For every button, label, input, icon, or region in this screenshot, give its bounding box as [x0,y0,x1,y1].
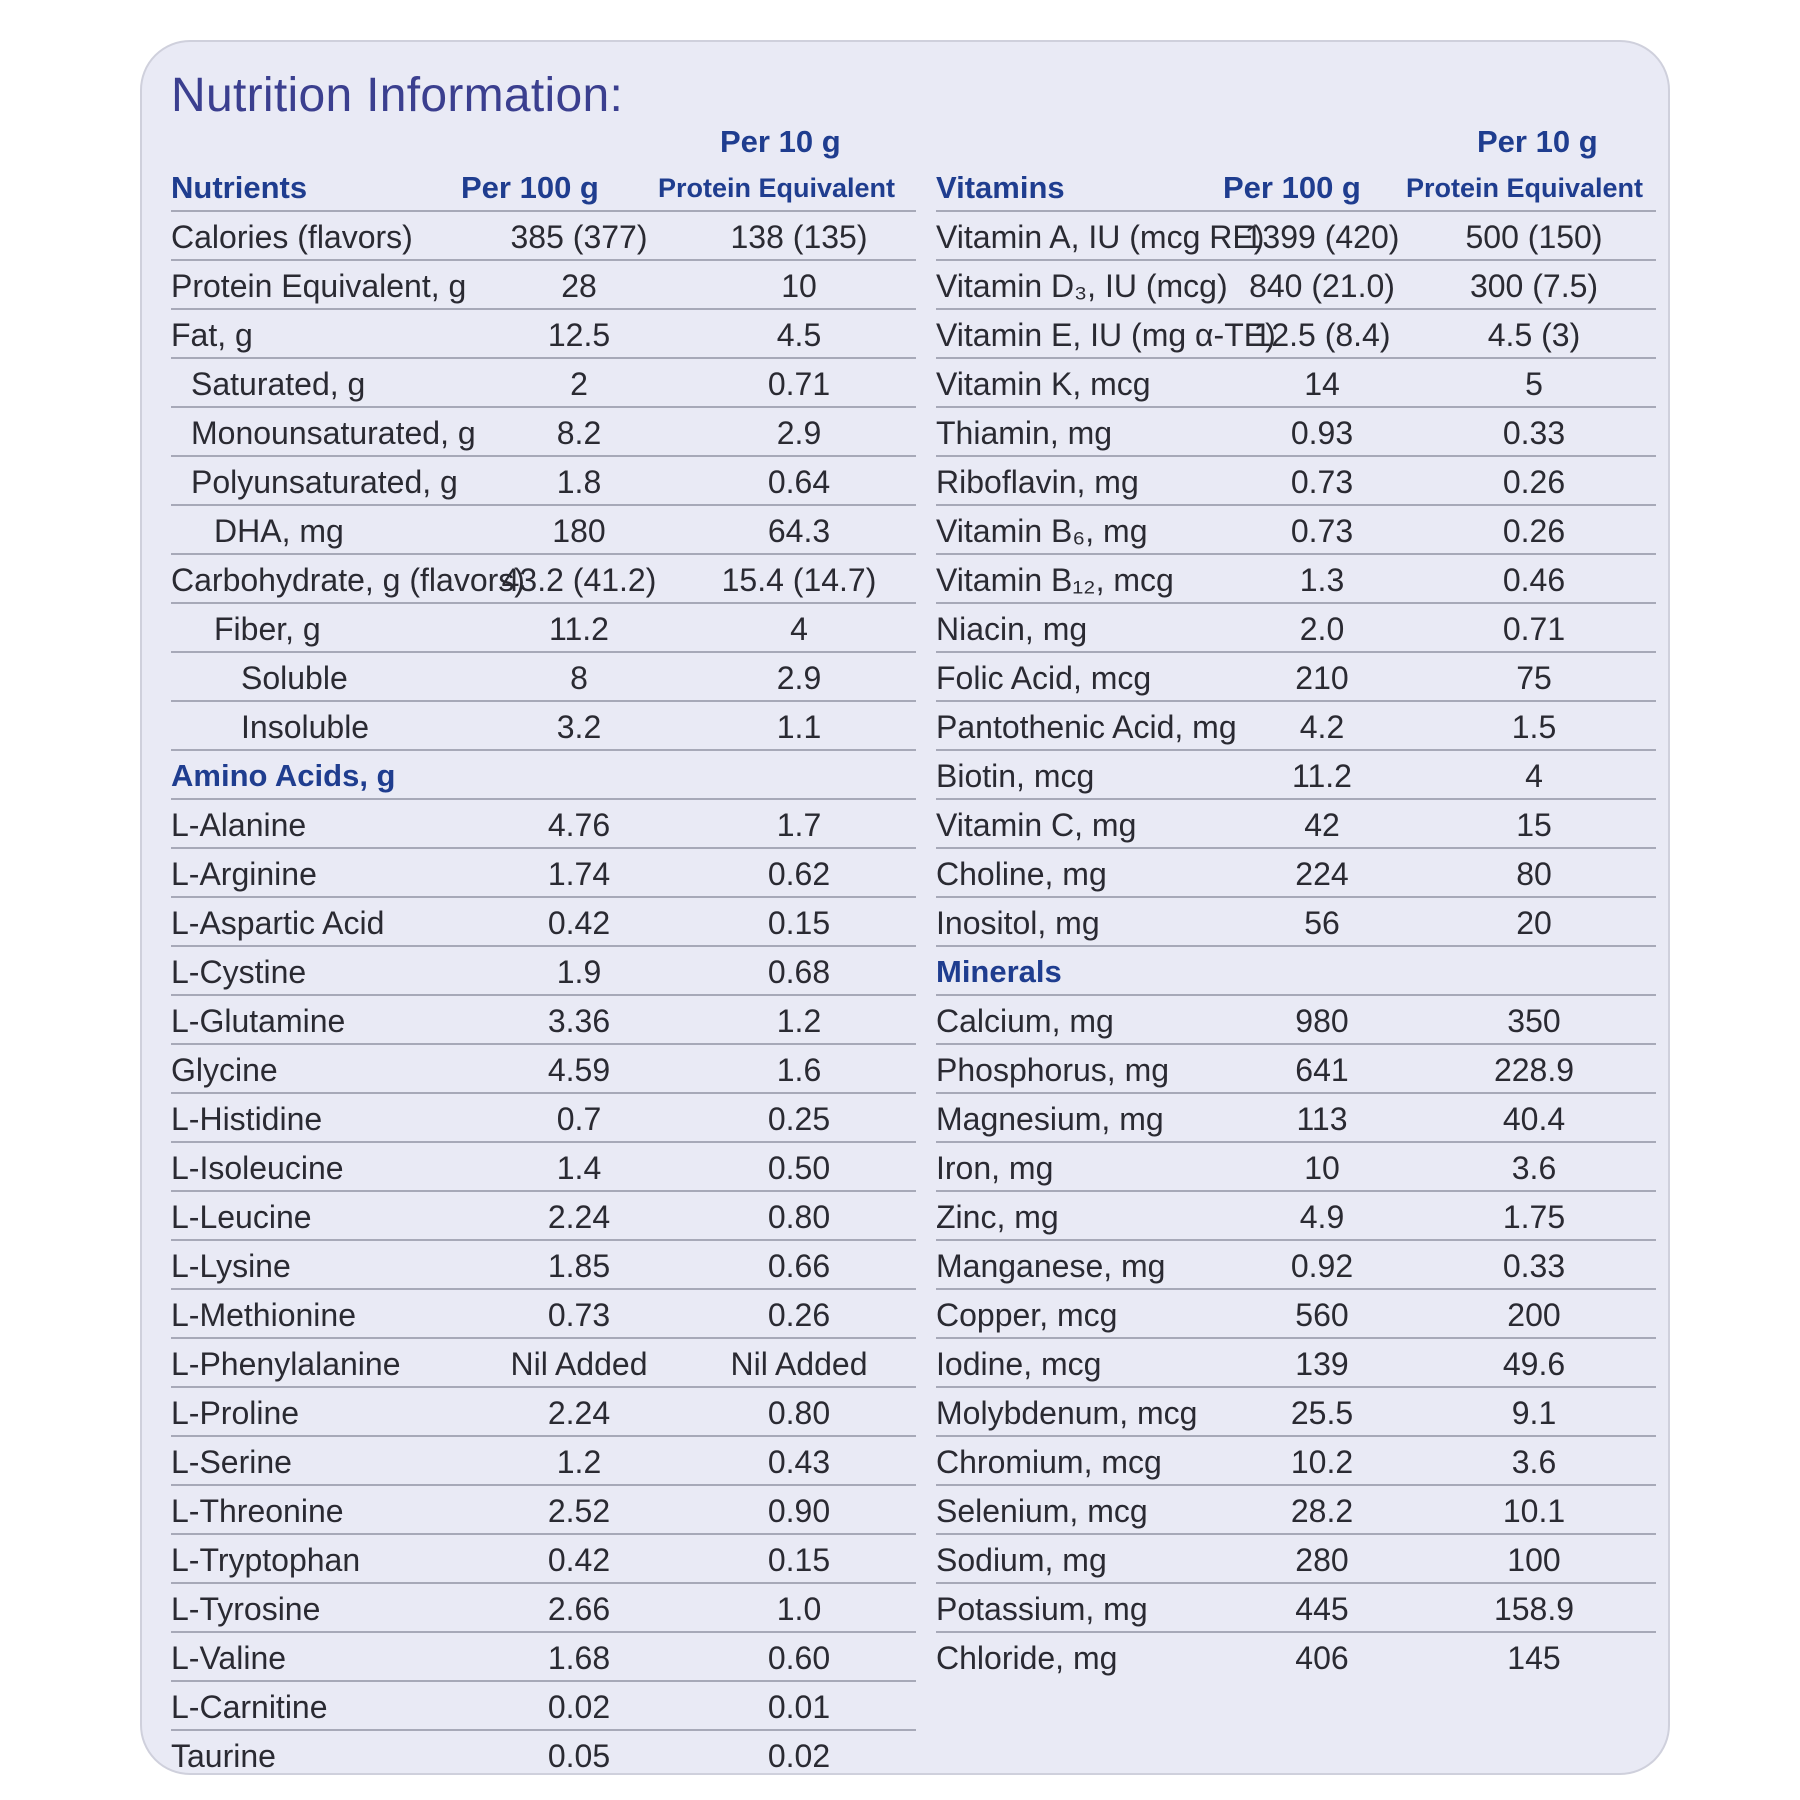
nutrient-name: Thiamin, mg [936,415,1113,451]
value-per-10g-protein-equivalent: 0.71 [1502,611,1566,647]
nutrient-name: L-Threonine [171,1493,344,1529]
value-per-100g: 280 [1295,1542,1349,1578]
value-per-100g: 0.42 [547,905,611,941]
value-per-10g-protein-equivalent: 0.26 [1502,513,1566,549]
value-per-10g-protein-equivalent: 15.4 (14.7) [721,562,877,598]
nutrient-name: Chloride, mg [936,1640,1118,1676]
table-row [936,1290,1656,1339]
nutrient-name: Chromium, mcg [936,1444,1162,1480]
nutrient-name: L-Cystine [171,954,307,990]
value-per-100g: 1.68 [547,1640,611,1676]
nutrient-name: L-Lysine [171,1248,291,1284]
header-per-10g: Per 10 g [720,124,841,159]
value-per-100g: 28.2 [1290,1493,1354,1529]
nutrient-name: L-Isoleucine [171,1150,344,1186]
value-per-10g-protein-equivalent: 80 [1516,856,1552,892]
value-per-10g-protein-equivalent: 1.75 [1502,1199,1566,1235]
value-per-100g: 28 [561,268,597,304]
nutrient-name: Copper, mcg [936,1297,1118,1333]
value-per-10g-protein-equivalent: 9.1 [1511,1395,1557,1431]
nutrient-name: L-Proline [171,1395,300,1431]
table-row [171,1143,916,1192]
value-per-10g-protein-equivalent: 158.9 [1493,1591,1575,1627]
table-row [936,1045,1656,1094]
section-heading-row [936,947,1656,996]
nutrient-name: Biotin, mcg [936,758,1095,794]
value-per-100g: 4.59 [547,1052,611,1088]
table-row [171,849,916,898]
value-per-10g-protein-equivalent: 0.43 [767,1444,831,1480]
nutrient-name: L-Arginine [171,856,317,892]
value-per-10g-protein-equivalent: 0.50 [767,1150,831,1186]
table-row [936,457,1656,506]
section-heading: Minerals [936,954,1062,989]
value-per-10g-protein-equivalent: 49.6 [1502,1346,1566,1382]
table-row [936,1192,1656,1241]
value-per-10g-protein-equivalent: 350 [1507,1003,1561,1039]
value-per-10g-protein-equivalent: Nil Added [730,1346,868,1382]
value-per-10g-protein-equivalent: 2.9 [776,415,822,451]
value-per-10g-protein-equivalent: 500 (150) [1465,219,1603,255]
value-per-10g-protein-equivalent: 0.01 [767,1689,831,1725]
value-per-10g-protein-equivalent: 0.71 [767,366,831,402]
nutrient-name: Vitamin C, mg [936,807,1137,843]
value-per-10g-protein-equivalent: 3.6 [1511,1150,1557,1186]
value-per-100g: 11.2 [549,611,609,647]
nutrient-name: Fiber, g [214,611,321,647]
nutrient-name: Polyunsaturated, g [191,464,458,500]
table-row [936,1143,1656,1192]
nutrient-name: Iron, mg [936,1150,1054,1186]
value-per-100g: 1.74 [547,856,611,892]
table-row [171,1731,916,1778]
nutrient-name: Fat, g [171,317,253,353]
value-per-100g: 3.36 [547,1003,611,1039]
table-row [171,1486,916,1535]
value-per-100g: 840 (21.0) [1249,268,1395,304]
table-row [936,898,1656,947]
nutrient-name: Choline, mg [936,856,1107,892]
value-per-10g-protein-equivalent: 1.7 [776,807,822,843]
value-per-100g: 0.92 [1290,1248,1354,1284]
value-per-10g-protein-equivalent: 0.26 [767,1297,831,1333]
nutrient-name: L-Carnitine [171,1689,328,1725]
value-per-100g: 25.5 [1290,1395,1354,1431]
nutrient-name: Taurine [171,1738,276,1774]
value-per-100g: 2.0 [1299,611,1345,647]
value-per-100g: 10 [1304,1150,1340,1186]
value-per-10g-protein-equivalent: 4 [1525,758,1543,794]
nutrient-name: L-Tryptophan [171,1542,361,1578]
value-per-100g: 12.5 [547,317,611,353]
table-row [171,1339,916,1388]
value-per-100g: 2.24 [547,1395,611,1431]
header-vitamins: Vitamins [936,170,1065,205]
panel-title: Nutrition Information: [171,69,624,122]
nutrient-name: Vitamin E, IU (mg α-TE) [936,317,1276,353]
value-per-100g: 14 [1304,366,1340,402]
value-per-10g-protein-equivalent: 75 [1516,660,1552,696]
nutrient-name: Carbohydrate, g (flavors) [171,562,525,598]
section-heading: Amino Acids, g [171,758,396,793]
header-nutrients: Nutrients [171,170,308,205]
table-row [171,1241,916,1290]
value-per-10g-protein-equivalent: 3.6 [1511,1444,1557,1480]
table-row [171,261,916,310]
value-per-10g-protein-equivalent: 145 [1507,1640,1561,1676]
nutrient-name: L-Aspartic Acid [171,905,385,941]
table-row [936,1437,1656,1486]
nutrients-table-header [171,120,916,212]
value-per-10g-protein-equivalent: 0.90 [767,1493,831,1529]
value-per-10g-protein-equivalent: 15 [1516,807,1552,843]
table-row [936,408,1656,457]
table-row [936,1094,1656,1143]
nutrient-name: L-Tyrosine [171,1591,321,1627]
value-per-10g-protein-equivalent: 4 [790,611,808,647]
value-per-10g-protein-equivalent: 10.1 [1502,1493,1566,1529]
table-row [171,898,916,947]
value-per-100g: 11.2 [1292,758,1352,794]
table-row [171,702,916,751]
table-row [936,604,1656,653]
nutrient-name: Pantothenic Acid, mg [936,709,1237,745]
vitamins-rows [936,212,1656,1680]
value-per-10g-protein-equivalent: 0.66 [767,1248,831,1284]
value-per-100g: 0.02 [547,1689,611,1725]
value-per-100g: 43.2 (41.2) [501,562,657,598]
table-row [936,702,1656,751]
value-per-100g: 3.2 [556,709,602,745]
nutrient-name: DHA, mg [214,513,344,549]
table-row [171,506,916,555]
table-row [171,996,916,1045]
nutrient-name: Folic Acid, mcg [936,660,1152,696]
value-per-10g-protein-equivalent: 40.4 [1502,1101,1566,1137]
value-per-100g: 0.93 [1290,415,1354,451]
table-row [936,1486,1656,1535]
nutrients-rows [171,212,916,1778]
table-row [936,653,1656,702]
nutrient-name: Monounsaturated, g [191,415,476,451]
nutrient-name: Saturated, g [191,366,366,402]
table-row [171,1388,916,1437]
table-row [171,457,916,506]
vitamins-minerals-table [936,120,1656,1680]
value-per-100g: 1.3 [1299,562,1345,598]
value-per-100g: 0.42 [547,1542,611,1578]
value-per-100g: 385 (377) [510,219,648,255]
value-per-100g: 2.24 [547,1199,611,1235]
value-per-10g-protein-equivalent: 1.6 [776,1052,822,1088]
value-per-100g: 2.52 [547,1493,611,1529]
value-per-100g: 2.66 [547,1591,611,1627]
nutrient-name: Molybdenum, mcg [936,1395,1198,1431]
value-per-100g: 180 [552,513,606,549]
value-per-10g-protein-equivalent: 0.33 [1502,1248,1566,1284]
nutrient-name: L-Phenylalanine [171,1346,401,1382]
nutrient-name: Inositol, mg [936,905,1100,941]
nutrient-name: Niacin, mg [936,611,1088,647]
table-row [171,1584,916,1633]
nutrient-name: Vitamin B₁₂, mcg [936,562,1174,598]
nutrient-name: Soluble [241,660,348,696]
value-per-10g-protein-equivalent: 200 [1507,1297,1561,1333]
value-per-10g-protein-equivalent: 0.26 [1502,464,1566,500]
value-per-10g-protein-equivalent: 0.64 [767,464,831,500]
nutrient-name: Vitamin B₆, mg [936,513,1148,549]
nutrient-name: Magnesium, mg [936,1101,1164,1137]
value-per-10g-protein-equivalent: 4.5 (3) [1487,317,1581,353]
nutrient-name: Phosphorus, mg [936,1052,1170,1088]
table-row [171,800,916,849]
table-row [936,1535,1656,1584]
value-per-100g: 139 [1295,1346,1349,1382]
table-row [936,359,1656,408]
value-per-100g: 4.76 [547,807,611,843]
value-per-100g: 42 [1304,807,1340,843]
table-row [936,996,1656,1045]
header-protein-equivalent: Protein Equivalent [658,173,896,203]
value-per-100g: 445 [1295,1591,1349,1627]
nutrient-name: Vitamin K, mcg [936,366,1151,402]
value-per-100g: 113 [1296,1101,1348,1137]
header-per-100g: Per 100 g [1223,170,1361,205]
value-per-10g-protein-equivalent: 0.68 [767,954,831,990]
table-row [171,604,916,653]
value-per-100g: 10.2 [1290,1444,1354,1480]
value-per-100g: 1.9 [556,954,602,990]
value-per-100g: 1.4 [556,1150,602,1186]
table-row [171,212,916,261]
table-row [936,1584,1656,1633]
table-row [171,1535,916,1584]
value-per-100g: Nil Added [510,1346,648,1382]
nutrient-name: Insoluble [241,709,370,745]
value-per-10g-protein-equivalent: 0.02 [767,1738,831,1774]
value-per-10g-protein-equivalent: 228.9 [1493,1052,1575,1088]
nutrient-name: Glycine [171,1052,278,1088]
value-per-100g: 12.5 (8.4) [1253,317,1391,353]
value-per-100g: 1.2 [556,1444,602,1480]
table-row [171,1633,916,1682]
nutrient-name: Manganese, mg [936,1248,1166,1284]
table-row [171,1682,916,1731]
value-per-100g: 1399 (420) [1244,219,1400,255]
header-per-100g: Per 100 g [461,170,599,205]
table-row [171,1290,916,1339]
value-per-10g-protein-equivalent: 2.9 [776,660,822,696]
value-per-100g: 560 [1295,1297,1349,1333]
table-row [936,1241,1656,1290]
nutrient-name: Calcium, mg [936,1003,1114,1039]
value-per-10g-protein-equivalent: 0.46 [1502,562,1566,598]
nutrient-name: Calories (flavors) [171,219,413,255]
value-per-100g: 0.05 [547,1738,611,1774]
table-row [936,261,1656,310]
value-per-10g-protein-equivalent: 4.5 [776,317,822,353]
nutrient-name: L-Histidine [171,1101,323,1137]
table-row [171,1192,916,1241]
value-per-100g: 641 [1295,1052,1349,1088]
table-row [171,1045,916,1094]
value-per-10g-protein-equivalent: 1.2 [776,1003,822,1039]
vitamins-table-header [936,120,1656,212]
value-per-100g: 56 [1304,905,1340,941]
value-per-100g: 8 [570,660,588,696]
value-per-10g-protein-equivalent: 0.15 [767,1542,831,1578]
header-protein-equivalent: Protein Equivalent [1406,173,1644,203]
value-per-100g: 2 [570,366,588,402]
value-per-10g-protein-equivalent: 0.25 [767,1101,831,1137]
nutrient-name: L-Glutamine [171,1003,346,1039]
table-row [936,1388,1656,1437]
value-per-100g: 0.7 [556,1101,602,1137]
value-per-10g-protein-equivalent: 64.3 [767,513,831,549]
value-per-10g-protein-equivalent: 0.60 [767,1640,831,1676]
value-per-10g-protein-equivalent: 0.33 [1502,415,1566,451]
value-per-100g: 8.2 [556,415,602,451]
value-per-10g-protein-equivalent: 10 [781,268,817,304]
nutrient-name: Potassium, mg [936,1591,1148,1627]
table-row [171,1437,916,1486]
table-row [171,408,916,457]
value-per-100g: 210 [1295,660,1349,696]
value-per-10g-protein-equivalent: 0.15 [767,905,831,941]
nutrient-name: Riboflavin, mg [936,464,1139,500]
value-per-10g-protein-equivalent: 5 [1525,366,1543,402]
value-per-10g-protein-equivalent: 0.62 [767,856,831,892]
nutrient-name: Zinc, mg [936,1199,1059,1235]
table-row [171,555,916,604]
table-row [171,653,916,702]
nutrient-name: Selenium, mcg [936,1493,1148,1529]
value-per-10g-protein-equivalent: 1.5 [1511,709,1557,745]
value-per-100g: 4.2 [1299,709,1345,745]
nutrient-name: Iodine, mcg [936,1346,1102,1382]
nutrient-name: Sodium, mg [936,1542,1107,1578]
nutrient-name: L-Leucine [171,1199,312,1235]
value-per-100g: 0.73 [1290,513,1354,549]
nutrient-name: L-Alanine [171,807,307,843]
nutrients-table [171,120,916,1778]
nutrient-name: Vitamin D₃, IU (mcg) [936,268,1228,304]
value-per-10g-protein-equivalent: 138 (135) [730,219,868,255]
table-row [936,751,1656,800]
value-per-10g-protein-equivalent: 0.80 [767,1199,831,1235]
table-row [936,849,1656,898]
nutrient-name: L-Serine [171,1444,292,1480]
value-per-10g-protein-equivalent: 100 [1507,1542,1561,1578]
value-per-10g-protein-equivalent: 20 [1516,905,1552,941]
table-row [936,506,1656,555]
nutrient-name: L-Methionine [171,1297,356,1333]
value-per-100g: 224 [1295,856,1349,892]
value-per-10g-protein-equivalent: 0.80 [767,1395,831,1431]
value-per-10g-protein-equivalent: 1.0 [776,1591,822,1627]
value-per-100g: 406 [1295,1640,1349,1676]
table-row [936,1339,1656,1388]
table-row [171,947,916,996]
table-row [936,800,1656,849]
value-per-100g: 980 [1295,1003,1349,1039]
table-row [936,555,1656,604]
nutrient-name: Protein Equivalent, g [171,268,467,304]
table-row [171,359,916,408]
value-per-100g: 0.73 [547,1297,611,1333]
value-per-10g-protein-equivalent: 300 (7.5) [1469,268,1599,304]
value-per-100g: 4.9 [1299,1199,1345,1235]
header-per-10g: Per 10 g [1477,124,1598,159]
table-row [936,1633,1656,1680]
value-per-10g-protein-equivalent: 1.1 [776,709,822,745]
table-row [936,212,1656,261]
nutrient-name: Vitamin A, IU (mcg RE) [936,219,1265,255]
value-per-100g: 0.73 [1290,464,1354,500]
value-per-100g: 1.8 [556,464,602,500]
nutrient-name: L-Valine [171,1640,287,1676]
table-row [171,1094,916,1143]
section-heading-row [171,751,916,800]
table-row [171,310,916,359]
value-per-100g: 1.85 [547,1248,611,1284]
table-row [936,310,1656,359]
